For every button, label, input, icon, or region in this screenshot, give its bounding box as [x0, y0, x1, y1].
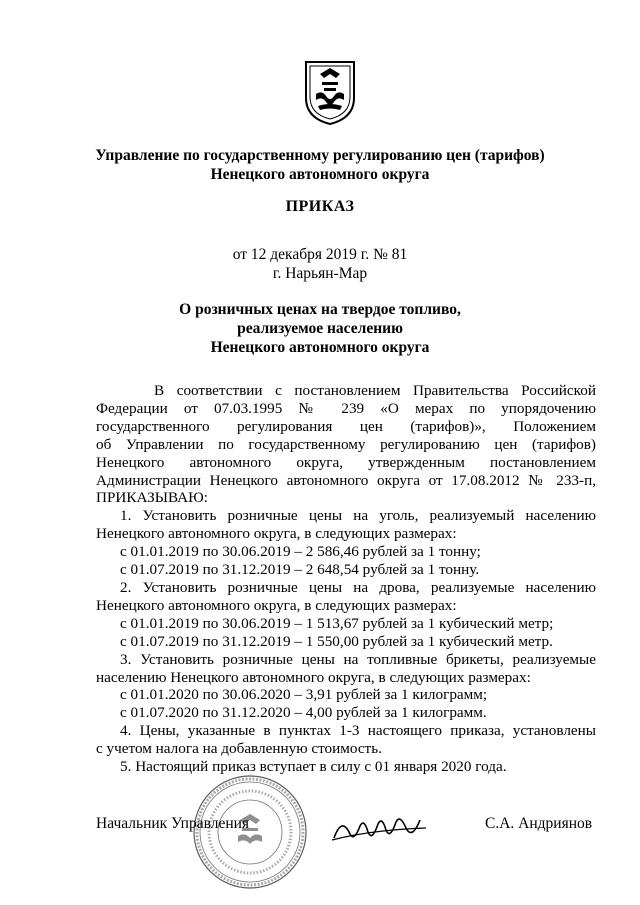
preamble-line: Администрации Ненецкого автономного округа от 17.08.2012 № 233-п,	[96, 471, 596, 489]
price-line: с 01.07.2019 по 31.12.2019 – 1 550,00 рублей за 1 кубический метр.	[120, 632, 553, 650]
preamble-line: об Управлении по государственному регулированию цен (тарифов)	[96, 435, 596, 453]
organization-name	[60, 146, 580, 184]
price-line: с 01.01.2019 по 30.06.2019 – 1 513,67 рублей за 1 кубический метр;	[120, 614, 554, 632]
handwritten-signature	[330, 808, 430, 848]
price-line: с 01.07.2020 по 31.12.2020 – 4,00 рублей за 1 килограмм.	[120, 704, 487, 722]
document-body	[96, 382, 596, 776]
preamble-line: В соответствии с постановлением Правительства Российской	[154, 382, 596, 399]
preamble-line: Федерации от 07.03.1995 № 239 «О мерах по упорядочению	[96, 399, 596, 417]
coat-of-arms-icon	[302, 58, 358, 126]
preamble-line: ПРИКАЗЫВАЮ:	[96, 489, 208, 507]
subject-line: О розничных ценах на твердое топливо,	[179, 301, 461, 318]
signatory-name: С.А. Андриянов	[485, 815, 593, 832]
item-line: 5. Настоящий приказ вступает в силу с 01 января 2020 года.	[120, 758, 507, 776]
item-line: 3. Установить розничные цены на топливные брикеты, реализуемые	[120, 650, 596, 668]
preamble-line: Ненецкого автономного округа, утвержденным постановлением	[96, 453, 596, 471]
item-line: 1. Установить розничные цены на уголь, реализуемый населению	[120, 507, 596, 525]
item-line: с учетом налога на добавленную стоимость.	[96, 740, 382, 758]
preamble-line: государственного регулирования цен (тарифов)», Положением	[96, 417, 596, 435]
price-line: с 01.07.2019 по 31.12.2019 – 2 648,54 рублей за 1 тонну.	[120, 561, 480, 579]
subject-line: Ненецкого автономного округа	[210, 339, 430, 356]
item-line: 4. Цены, указанные в пунктах 1-3 настоящего приказа, установлены	[120, 722, 596, 740]
item-line: Ненецкого автономного округа, в следующих размерах:	[96, 596, 457, 614]
price-line: с 01.01.2019 по 30.06.2019 – 2 586,46 рублей за 1 тонну;	[120, 543, 481, 561]
document-type: ПРИКАЗ	[285, 198, 355, 215]
item-line: Ненецкого автономного округа, в следующих размерах:	[96, 525, 457, 543]
org-line: Ненецкого автономного округа	[210, 166, 430, 183]
date-number: от 12 декабря 2019 г. № 81	[232, 246, 408, 263]
document-subject	[60, 300, 580, 357]
subject-line: реализуемое населению	[237, 320, 403, 337]
item-line: населению Ненецкого автономного округа, в следующих размерах:	[96, 668, 531, 686]
document-meta	[60, 245, 580, 283]
org-line: Управление по государственному регулированию цен (тарифов)	[95, 147, 545, 164]
item-line: 2. Установить розничные цены на дрова, реализуемые населению	[120, 578, 596, 596]
price-line: с 01.01.2020 по 30.06.2020 – 3,91 рублей за 1 килограмм;	[120, 686, 488, 704]
city: г. Нарьян-Мар	[272, 265, 368, 282]
signatory-role: Начальник Управления	[96, 815, 250, 832]
